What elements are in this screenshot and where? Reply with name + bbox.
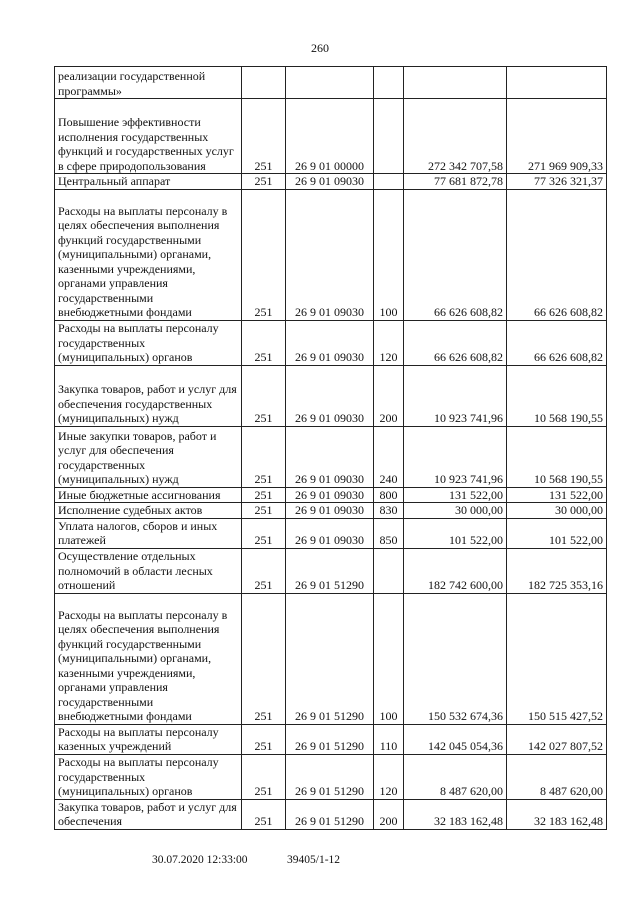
row-expense-type-cell: 240 <box>374 426 404 487</box>
row-name-cell: реализации государственной программы» <box>55 67 242 99</box>
row-department-code-cell: 251 <box>242 174 286 190</box>
row-name-cell: Расходы на выплаты персоналу в целях обеспечения выполнения функций государственными (муниципальными) органами, казенными учреждениями, органами управления государственными внебюджетными фондами <box>55 593 242 724</box>
row-name-cell: Расходы на выплаты персоналу государственных (муниципальных) органов <box>55 320 242 365</box>
row-amount-executed-cell: 150 515 427,52 <box>507 593 607 724</box>
row-amount-executed-cell: 271 969 909,33 <box>507 99 607 174</box>
row-department-code-cell: 251 <box>242 365 286 426</box>
row-amount-executed-cell: 10 568 190,55 <box>507 365 607 426</box>
row-expense-type-cell: 120 <box>374 754 404 799</box>
row-amount-planned-cell: 77 681 872,78 <box>404 174 507 190</box>
row-department-code-cell: 251 <box>242 754 286 799</box>
row-target-article-cell: 26 9 01 09030 <box>286 174 374 190</box>
row-target-article-cell: 26 9 01 51290 <box>286 548 374 593</box>
row-amount-executed-cell: 10 568 190,55 <box>507 426 607 487</box>
row-amount-executed-cell: 30 000,00 <box>507 503 607 519</box>
table-row <box>55 593 607 724</box>
row-department-code-cell: 251 <box>242 99 286 174</box>
row-amount-planned-cell <box>404 67 507 99</box>
row-department-code-cell: 251 <box>242 518 286 548</box>
row-department-code-cell: 251 <box>242 503 286 519</box>
row-expense-type-cell: 200 <box>374 799 404 829</box>
row-amount-executed-cell: 77 326 321,37 <box>507 174 607 190</box>
row-name-cell: Расходы на выплаты персоналу государственных (муниципальных) органов <box>55 754 242 799</box>
row-target-article-cell: 26 9 01 51290 <box>286 799 374 829</box>
row-amount-planned-cell: 101 522,00 <box>404 518 507 548</box>
row-expense-type-cell <box>374 174 404 190</box>
row-amount-planned-cell: 182 742 600,00 <box>404 548 507 593</box>
row-expense-type-cell: 200 <box>374 365 404 426</box>
row-name-cell: Иные бюджетные ассигнования <box>55 487 242 503</box>
row-name-cell: Осуществление отдельных полномочий в области лесных отношений <box>55 548 242 593</box>
row-expense-type-cell <box>374 548 404 593</box>
table-row <box>55 67 607 99</box>
row-name-cell: Закупка товаров, работ и услуг для обеспечения <box>55 799 242 829</box>
table-row <box>55 724 607 754</box>
table-row <box>55 174 607 190</box>
row-department-code-cell: 251 <box>242 487 286 503</box>
row-department-code-cell: 251 <box>242 320 286 365</box>
row-amount-executed-cell: 131 522,00 <box>507 487 607 503</box>
footer-timestamp: 30.07.2020 12:33:00 <box>152 854 248 866</box>
row-expense-type-cell: 110 <box>374 724 404 754</box>
row-amount-executed-cell: 142 027 807,52 <box>507 724 607 754</box>
row-department-code-cell: 251 <box>242 548 286 593</box>
row-amount-planned-cell: 272 342 707,58 <box>404 99 507 174</box>
row-expense-type-cell: 100 <box>374 189 404 320</box>
row-amount-planned-cell: 10 923 741,96 <box>404 365 507 426</box>
row-name-cell: Расходы на выплаты персоналу казенных учреждений <box>55 724 242 754</box>
row-target-article-cell <box>286 67 374 99</box>
page-number: 260 <box>311 41 329 55</box>
row-target-article-cell: 26 9 01 09030 <box>286 320 374 365</box>
row-amount-planned-cell: 131 522,00 <box>404 487 507 503</box>
row-expense-type-cell: 850 <box>374 518 404 548</box>
row-amount-planned-cell: 10 923 741,96 <box>404 426 507 487</box>
row-name-cell: Расходы на выплаты персоналу в целях обеспечения выполнения функций государственными (муниципальными) органами, казенными учреждениями, органами управления государственными внебюджетными фондами <box>55 189 242 320</box>
row-expense-type-cell: 120 <box>374 320 404 365</box>
row-target-article-cell: 26 9 01 51290 <box>286 593 374 724</box>
row-expense-type-cell <box>374 67 404 99</box>
table-row <box>55 426 607 487</box>
row-amount-executed-cell: 32 183 162,48 <box>507 799 607 829</box>
table-row <box>55 503 607 519</box>
row-amount-planned-cell: 30 000,00 <box>404 503 507 519</box>
row-target-article-cell: 26 9 01 09030 <box>286 426 374 487</box>
row-expense-type-cell: 100 <box>374 593 404 724</box>
row-target-article-cell: 26 9 01 09030 <box>286 365 374 426</box>
row-name-cell: Повышение эффективности исполнения государственных функций и государственных услуг в сфере природопользования <box>55 99 242 174</box>
table-row <box>55 799 607 829</box>
row-amount-planned-cell: 142 045 054,36 <box>404 724 507 754</box>
row-target-article-cell: 26 9 01 51290 <box>286 754 374 799</box>
row-amount-planned-cell: 150 532 674,36 <box>404 593 507 724</box>
row-expense-type-cell: 830 <box>374 503 404 519</box>
row-amount-executed-cell: 8 487 620,00 <box>507 754 607 799</box>
table-row <box>55 99 607 174</box>
row-amount-executed-cell: 182 725 353,16 <box>507 548 607 593</box>
row-target-article-cell: 26 9 01 09030 <box>286 518 374 548</box>
table-row <box>55 754 607 799</box>
row-name-cell: Исполнение судебных актов <box>55 503 242 519</box>
row-department-code-cell <box>242 67 286 99</box>
row-target-article-cell: 26 9 01 09030 <box>286 189 374 320</box>
row-department-code-cell: 251 <box>242 799 286 829</box>
row-target-article-cell: 26 9 01 00000 <box>286 99 374 174</box>
table-row <box>55 189 607 320</box>
row-amount-executed-cell: 66 626 608,82 <box>507 320 607 365</box>
row-name-cell: Уплата налогов, сборов и иных платежей <box>55 518 242 548</box>
budget-table-body <box>55 67 607 830</box>
row-amount-planned-cell: 66 626 608,82 <box>404 189 507 320</box>
row-target-article-cell: 26 9 01 09030 <box>286 487 374 503</box>
row-department-code-cell: 251 <box>242 426 286 487</box>
table-row <box>55 487 607 503</box>
table-row <box>55 518 607 548</box>
row-name-cell: Иные закупки товаров, работ и услуг для обеспечения государственных (муниципальных) нужд <box>55 426 242 487</box>
row-department-code-cell: 251 <box>242 189 286 320</box>
row-amount-planned-cell: 32 183 162,48 <box>404 799 507 829</box>
row-amount-planned-cell: 66 626 608,82 <box>404 320 507 365</box>
row-target-article-cell: 26 9 01 09030 <box>286 503 374 519</box>
row-department-code-cell: 251 <box>242 593 286 724</box>
row-department-code-cell: 251 <box>242 724 286 754</box>
row-amount-executed-cell <box>507 67 607 99</box>
row-expense-type-cell <box>374 99 404 174</box>
table-row <box>55 365 607 426</box>
row-amount-planned-cell: 8 487 620,00 <box>404 754 507 799</box>
row-name-cell: Закупка товаров, работ и услуг для обеспечения государственных (муниципальных) нужд <box>55 365 242 426</box>
row-amount-executed-cell: 101 522,00 <box>507 518 607 548</box>
table-row <box>55 320 607 365</box>
footer-document-code: 39405/1-12 <box>287 854 341 866</box>
row-amount-executed-cell: 66 626 608,82 <box>507 189 607 320</box>
row-target-article-cell: 26 9 01 51290 <box>286 724 374 754</box>
budget-table <box>54 66 607 830</box>
row-name-cell: Центральный аппарат <box>55 174 242 190</box>
row-expense-type-cell: 800 <box>374 487 404 503</box>
table-row <box>55 548 607 593</box>
